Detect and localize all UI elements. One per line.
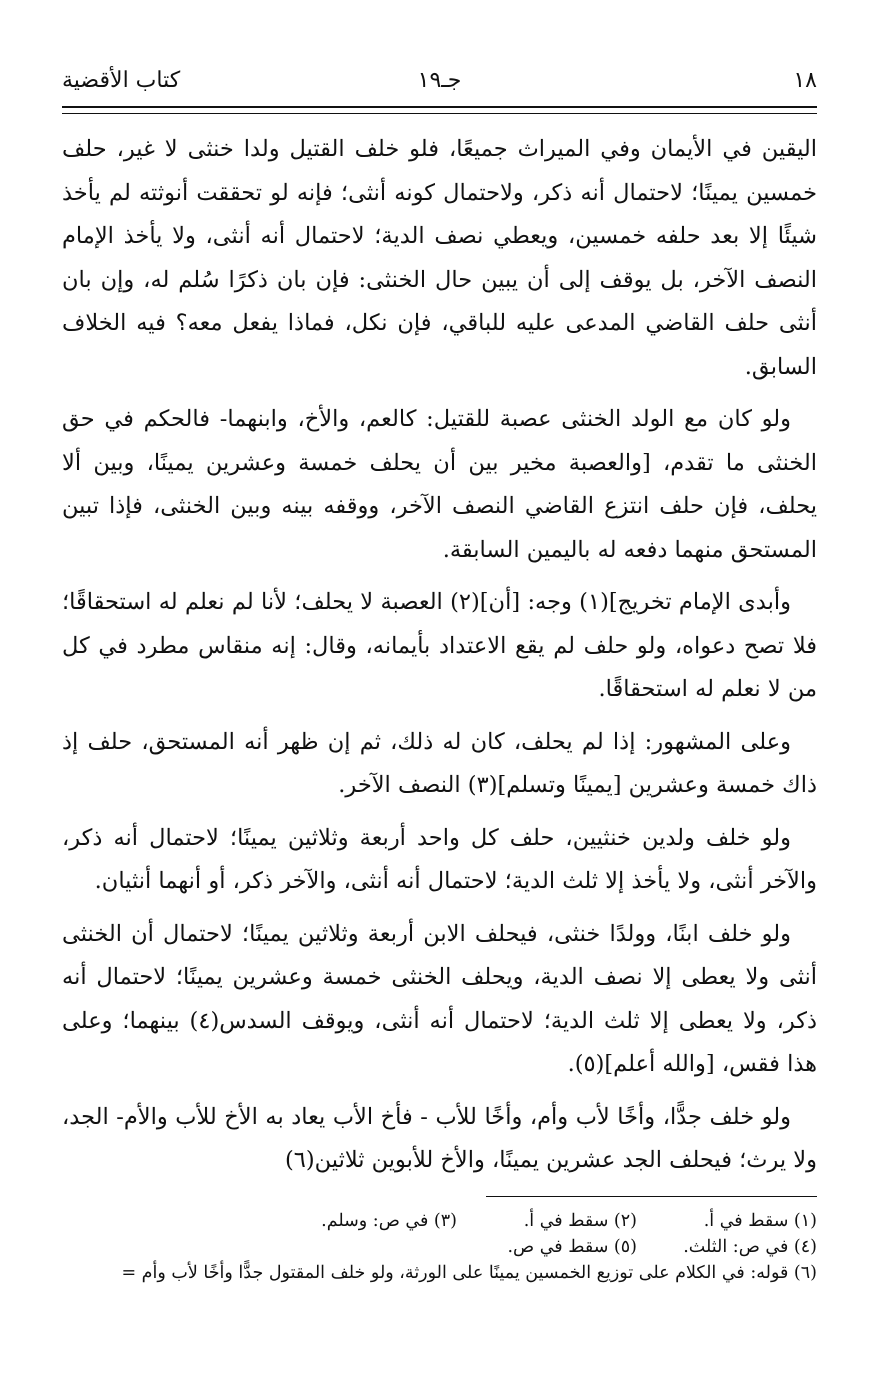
footnote-row <box>62 1260 817 1286</box>
footnote: (٥) سقط في ص. <box>507 1237 637 1257</box>
paragraph: ولو خلف جدًّا، وأخًا لأب وأم، وأخًا للأب - فأخ الأب يعاد به الأخ للأب والأم- الجد، ولا يرث؛ فيحلف الجد عشرين يمينًا، والأخ للأبوين ثلاثين(٦) <box>62 1103 817 1173</box>
paragraph: ولو كان مع الولد الخنثى عصبة للقتيل: كالعم، والأخ، وابنهما- فالحكم في حق الخنثى ما تقدم، [والعصبة مخير بين أن يحلف خمسة وعشرين يمينًا، وبين ألا يحلف، فإن حلف انتزع القاضي النصف الآخر، ووقفه بينه وبين الخنثى، فإذا تبين المستحق منهما دفعه له باليمين السابقة. <box>62 406 817 563</box>
page-number: ١٨ <box>793 68 817 93</box>
footnote: (١) سقط في أ. <box>703 1211 817 1231</box>
book-title: كتاب الأقضية <box>62 68 181 93</box>
paragraph: ولو خلف ولدين خنثيين، حلف كل واحد أربعة وثلاثين يمينًا؛ لاحتمال أنه ذكر، والآخر أنثى، ولا يأخذ إلا ثلث الدية؛ لاحتمال أنه أنثى، والآخر ذكر، أو أنهما أنثيان. <box>62 824 817 894</box>
footnote: (٤) في ص: الثلث. <box>683 1237 817 1257</box>
footnote: (٣) في ص: وسلم. <box>321 1211 457 1231</box>
footnote: (٢) سقط في أ. <box>523 1211 637 1231</box>
footnote: (٦) قوله: في الكلام على توزيع الخمسين يمينًا على الورثة، ولو خلف المقتول جدًّا وأخًا لأب وأم = <box>121 1263 817 1283</box>
footnote-row <box>62 1208 817 1234</box>
running-header <box>62 62 817 106</box>
footnotes <box>62 1208 817 1286</box>
paragraph: وعلى المشهور: إذا لم يحلف، كان له ذلك، ثم إن ظهر أنه المستحق، حلف إذ ذاك خمسة وعشرين [يمينًا وتسلم](٣) النصف الآخر. <box>62 728 817 798</box>
header-divider <box>62 106 817 114</box>
paragraph: وأبدى الإمام تخريج](١) وجه: [أن](٢) العصبة لا يحلف؛ لأنا لم نعلم له استحقاقًا؛ فلا تصح دعواه، ولو حلف لم يقع الاعتداد بأيمانه، وقال: إنه منقاس مطرد في كل من لا نعلم له استحقاقًا. <box>62 589 817 702</box>
paragraph: اليقين في الأيمان وفي الميراث جميعًا، فلو خلف القتيل ولدا خنثى لا غير، حلف خمسين يمينًا؛ لاحتمال أنه ذكر، ولاحتمال كونه أنثى؛ فإنه لو تحققت أنوثته لم يأخذ شيئًا إلا بعد حلفه خمسين، ويعطي نصف الدية؛ لاحتمال أنه أنثى، ولا يأخذ الإمام النصف الآخر، بل يوقف إلى أن يبين حال الخنثى: فإن بان ذكرًا سُلم له، وإن بان أنثى حلف القاضي المدعى عليه للباقي، فإن نكل، فماذا يفعل معه؟ فيه الخلاف السابق. <box>62 136 817 380</box>
footnote-divider <box>486 1196 817 1197</box>
footnote-row <box>62 1234 817 1260</box>
paragraph: ولو خلف ابنًا، وولدًا خنثى، فيحلف الابن أربعة وثلاثين يمينًا؛ لاحتمال أن الخنثى أنثى ولا يعطى إلا نصف الدية، ويحلف الخنثى خمسة وعشرين يمينًا؛ لاحتمال أنه ذكر، ولا يعطى إلا ثلث الدية؛ لاحتمال أنه أنثى، ويوقف السدس(٤) بينهما؛ وعلى هذا فقس، [والله أعلم](٥). <box>62 920 817 1077</box>
volume-label: جـ١٩ <box>417 68 462 93</box>
main-text <box>62 128 817 1192</box>
